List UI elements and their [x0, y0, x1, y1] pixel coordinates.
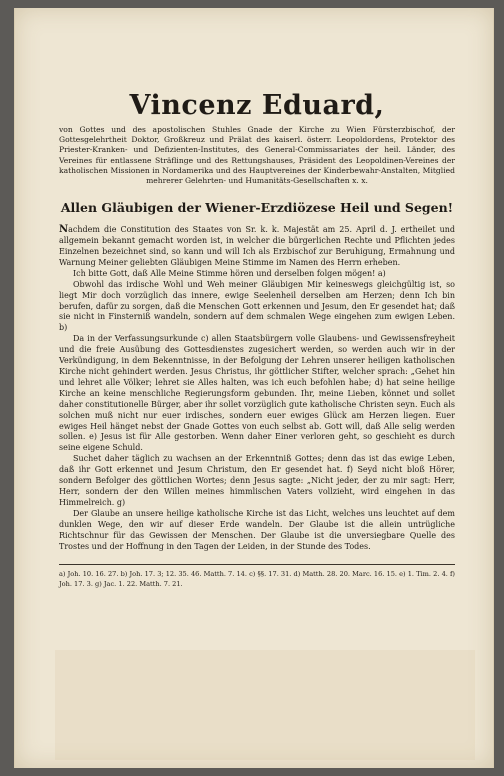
document-title: Vincenz Eduard,	[129, 90, 385, 121]
dropcap: N	[59, 224, 69, 236]
paragraph-3: Obwohl das irdische Wohl und Weh meiner Gläubigen Mir keineswegs gleichgültig ist, so liegt Mir doch vorzüglich das innere, ewige Seelenheil derselben am Herzen; denn Ich bin berufen, dafür zu sorgen, daß die Menschen Gott erkennen und Jesum, den Er gesendet hat; daß sie nicht in Finsterniß wandeln, sondern auf dem schmalen Wege eingehen zum ewigen Leben. b)	[59, 279, 455, 333]
paragraph-1	[59, 225, 455, 269]
footnotes: a) Joh. 10. 16. 27. b) Joh. 17. 3; 12. 35. 46. Matth. 7. 14. c) §§. 17. 31. d) Matth. 28. 20. Marc. 16. 15. e) 1. Tim. 2. 4. f) Joh. 17. 3. g) Jac. 1. 22. Matth. 7. 21.	[59, 570, 455, 588]
paragraph-5: Suchet daher täglich zu wachsen an der Erkenntniß Gottes; denn das ist das ewige Leben, daß ihr Gott erkennet und Jesum Christum, den Er gesendet hat. f) Seyd nicht bloß Hörer, sondern Befolger des göttlichen Wortes; denn Jesus sagte: „Nicht jeder, der zu mir sagt: Herr, Herr, sondern der den Willen meines himmlischen Vaters vollzieht, wird eingehen in das Himmelreich. g)	[59, 454, 455, 507]
document-subtitle: von Gottes und des apostolischen Stuhles Gnade der Kirche zu Wien Fürsterzbischof, der Gottesgelehrtheit Doktor, Großkreuz und Prälat des kaiserl. österr. Leopoldordens, Protektor des Priester-Kranken- und Defizienten-Institutes, des General-Commissariates der heil. Länder, des Vereines für entlassene Sträflinge und des Rettungshauses, Präsident des Leopoldinen-Vereines der katholischen Missionen in Nordamerika und des Hauptvereines der Kinderbewahr-Anstalten, Mitglied mehrerer Gelehrten- und Humanitäts-Gesellschaften x. x.	[59, 125, 455, 186]
paragraph-6: Der Glaube an unsere heilige katholische Kirche ist das Licht, welches uns leuchtet auf dem dunklen Wege, den wir auf dieser Erde wandeln. Der Glaube ist die allein untrügliche Richtschnur für das Gewissen der Menschen. Der Glaube ist die unversiegbare Quelle des Trostes und der Hoffnung in den Tagen der Leiden, in der Stunde des Todes.	[59, 508, 455, 551]
paper-stain	[55, 650, 475, 760]
footnote-divider	[59, 564, 455, 565]
document-sheet	[14, 8, 494, 768]
document-content	[59, 90, 455, 589]
letter-body	[59, 225, 455, 552]
paragraph-text: achdem die Constitution des Staates von Sr. k. k. Majestät am 25. April d. J. ertheilet und allgemein bekannt gemacht worden ist, in welcher die bürgerlichen Rechte und Pflichten jedes Einzelnen bezeichnet sind, so kann und will Ich als Erzbischof zur Beruhigung, Ermahnung und Warnung Meiner geliebten Gläubigen Meine Stimme im Namen des Herrn erheben.	[59, 225, 455, 267]
greeting-heading: Allen Gläubigen der Wiener-Erzdiözese Heil und Segen!	[60, 200, 454, 216]
paragraph-2: Ich bitte Gott, daß Alle Meine Stimme hören und derselben folgen mögen! a)	[73, 268, 386, 278]
paragraph-4: Da in der Verfassungsurkunde c) allen Staatsbürgern volle Glaubens- und Gewissensfreyheit und die freie Ausübung des Gottesdienstes zugesichert werden, so werden auch wir in der Verkündigung, in dem Bekenntnisse, in der Befolgung der Lehren unserer heiligen katholischen Kirche nicht gehindert werden. Jesus Christus, ihr göttlicher Stifter, welcher sprach: „Gehet hin und lehret alle Völker; lehret sie Alles halten, was ich euch befohlen habe; d) hat seine heilige Kirche an keine menschliche Regierungsform gebunden. Ihr, meine Lieben, könnet und sollet daher constitutionelle Bürger, aber ihr sollet vorzüglich gute katholische Christen seyn. Euch als solchen muß nicht nur euer irdisches, sondern euer ewiges Glück am Herzen liegen. Euer ewiges Heil hänget nebst der Gnade Gottes von euch selbst ab. Gott will, daß Alle selig werden sollen. e) Jesus ist für Alle gestorben. Wenn daher Einer verloren geht, so geschieht es durch seine eigene Schuld.	[59, 334, 455, 453]
